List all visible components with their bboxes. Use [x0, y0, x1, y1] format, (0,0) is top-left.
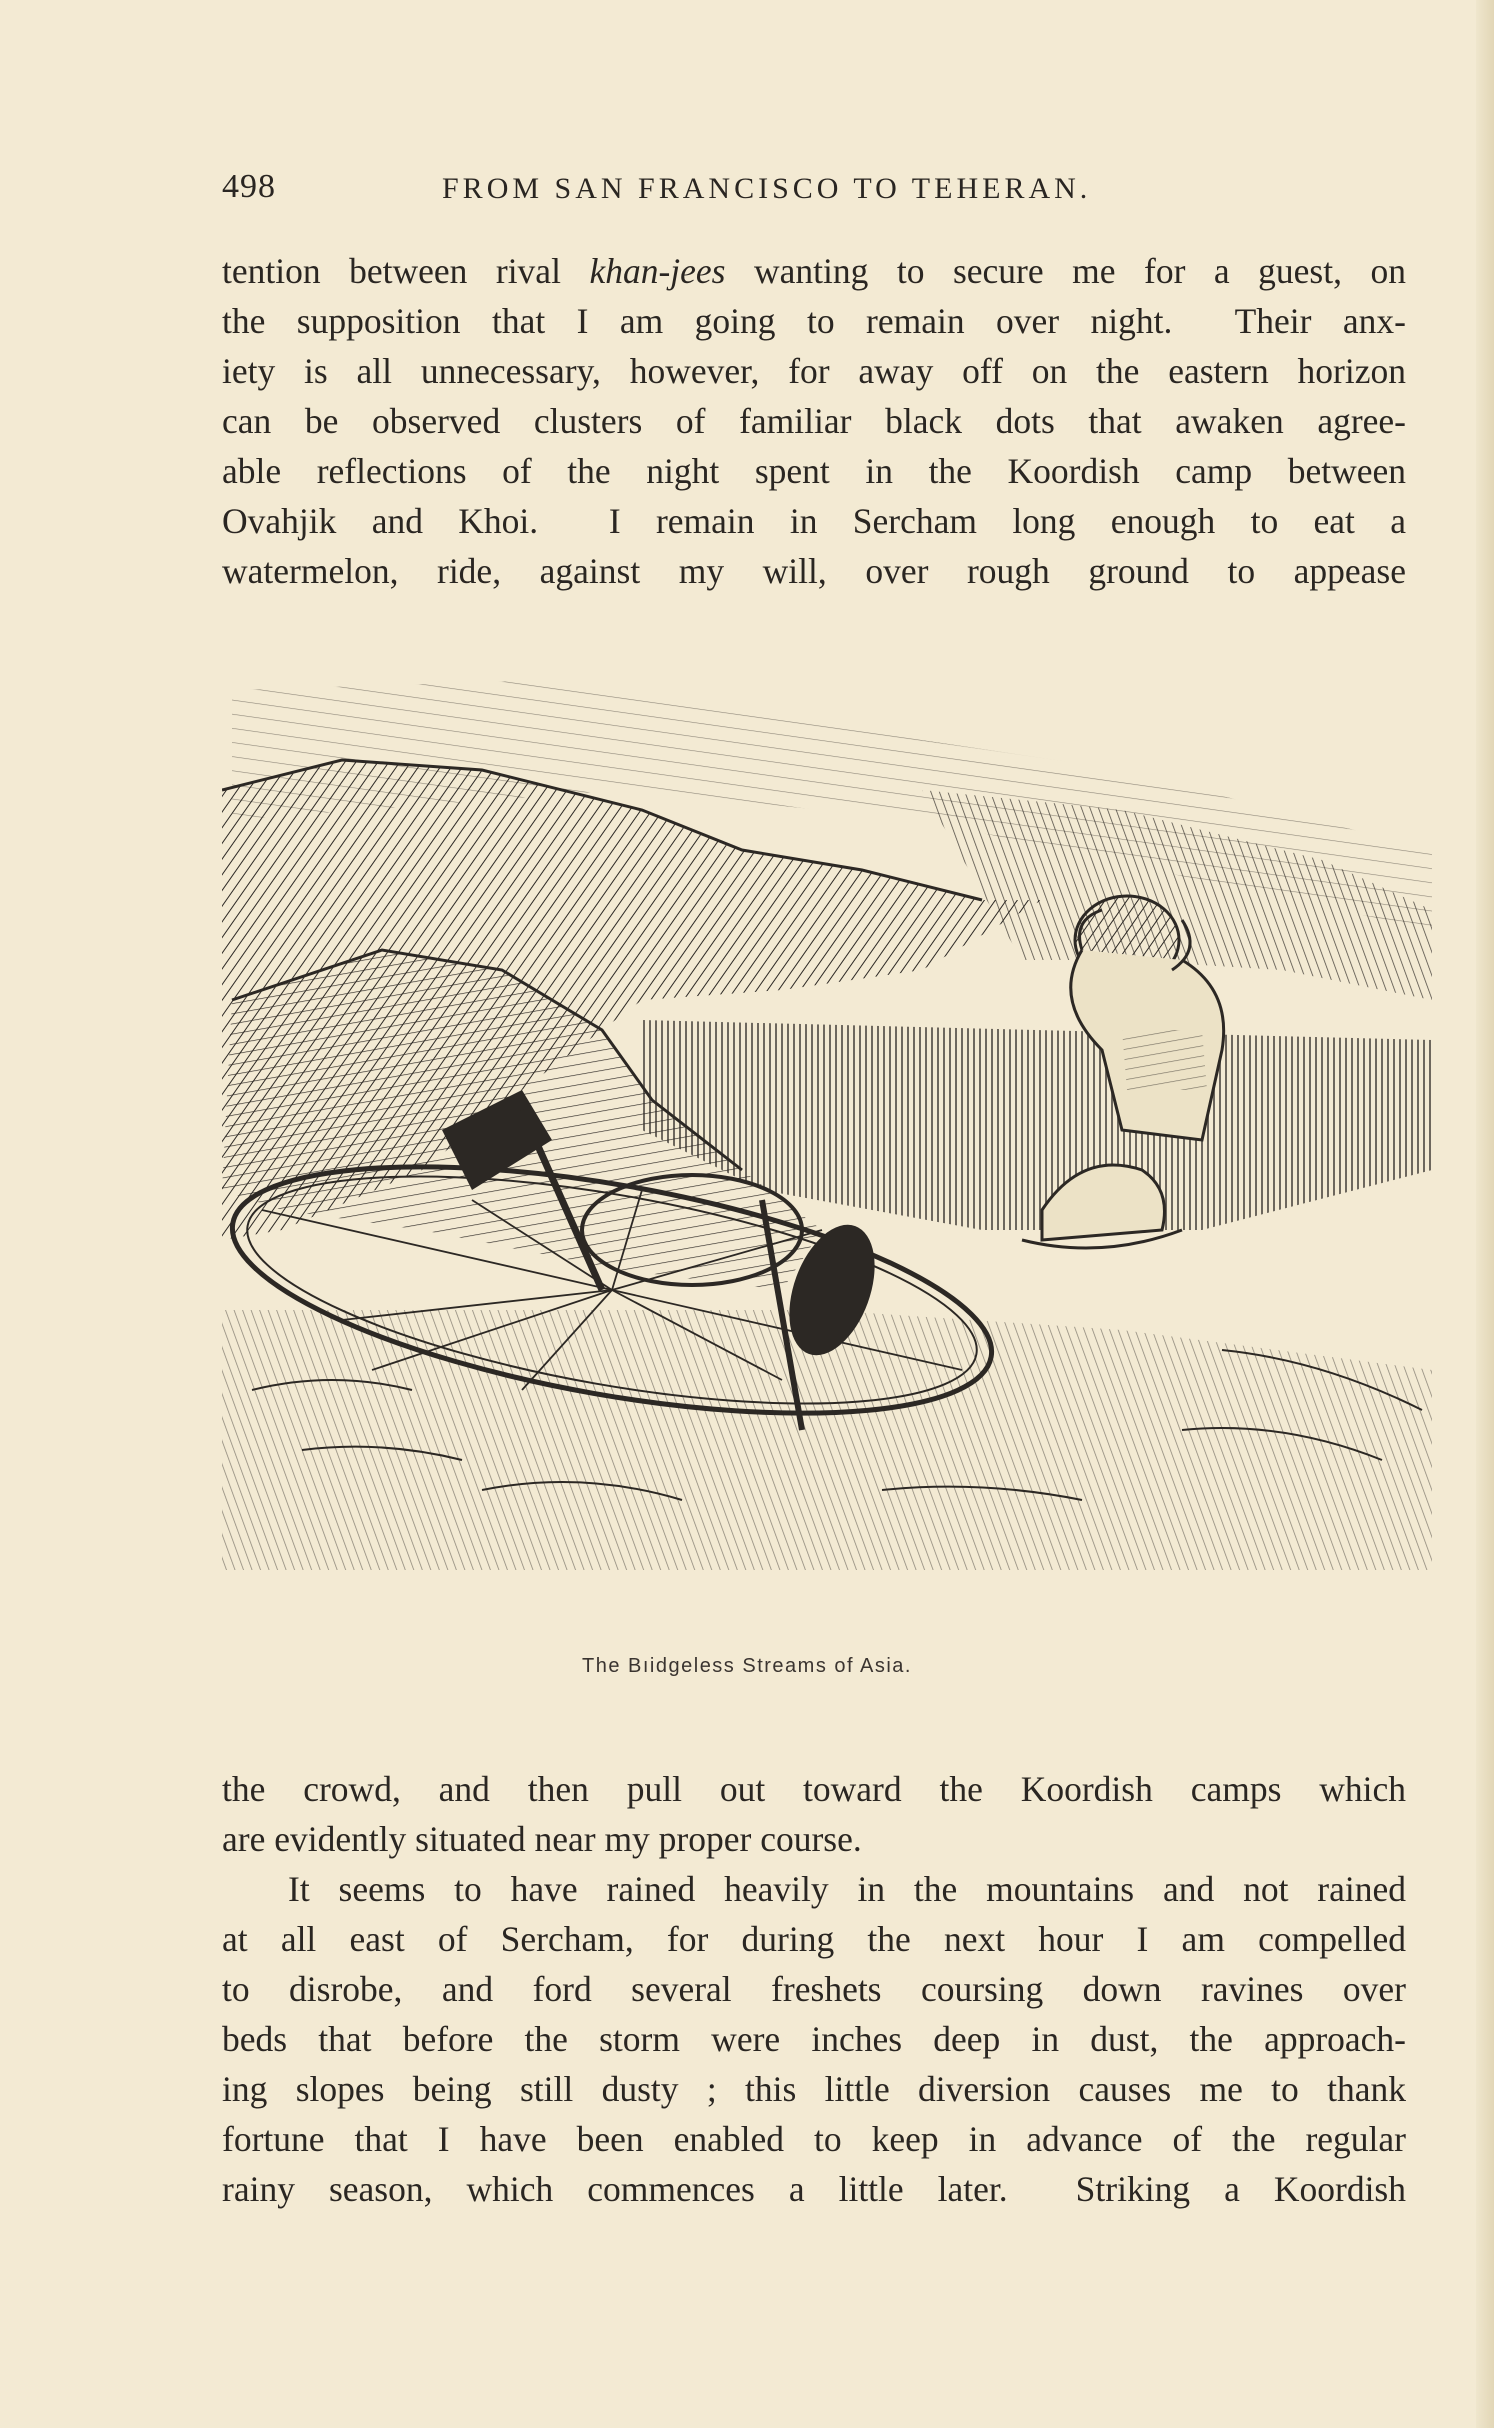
text-line: rainy season, which commences a little later. Striking a Koordish	[222, 2169, 1406, 2209]
text-line: beds that before the storm were inches deep in dust, the approach-	[222, 2019, 1406, 2059]
text-line: at all east of Sercham, for during the next hour I am compelled	[222, 1919, 1406, 1959]
page-header	[222, 168, 1412, 214]
text-line: able reflections of the night spent in the Koordish camp between	[222, 451, 1406, 491]
page-number: 498	[222, 168, 276, 205]
text-line: tention between rival khan-jees wanting to secure me for a guest, on	[222, 251, 1406, 291]
text-line: can be observed clusters of familiar black dots that awaken agree-	[222, 401, 1406, 441]
text-line: to disrobe, and ford several freshets coursing down ravines over	[222, 1969, 1406, 2009]
text-block-top	[222, 246, 1406, 596]
illustration-caption: The Bıidgeless Streams of Asia.	[582, 1655, 912, 1677]
engraving-illustration	[222, 670, 1442, 1640]
italic-term: khan-jees	[589, 251, 726, 291]
text-line: Ovahjik and Khoi. I remain in Sercham long enough to eat a	[222, 501, 1406, 541]
text-line: iety is all unnecessary, however, for away off on the eastern horizon	[222, 351, 1406, 391]
text-line: the crowd, and then pull out toward the Koordish camps which	[222, 1769, 1406, 1809]
text-line: fortune that I have been enabled to keep in advance of the regular	[222, 2119, 1406, 2159]
text-line: It seems to have rained heavily in the mountains and not rained	[288, 1869, 1406, 1909]
text-line: are evidently situated near my proper course.	[222, 1819, 862, 1859]
text-line: ing slopes being still dusty ; this little diversion causes me to thank	[222, 2069, 1406, 2109]
page-edge-shadow	[1476, 0, 1494, 2428]
text-line: watermelon, ride, against my will, over rough ground to appease	[222, 551, 1406, 591]
text-block-bottom	[222, 1764, 1406, 2214]
running-head: FROM SAN FRANCISCO TO TEHERAN.	[442, 172, 1092, 205]
text-line: the supposition that I am going to remain over night. Their anx-	[222, 301, 1406, 341]
